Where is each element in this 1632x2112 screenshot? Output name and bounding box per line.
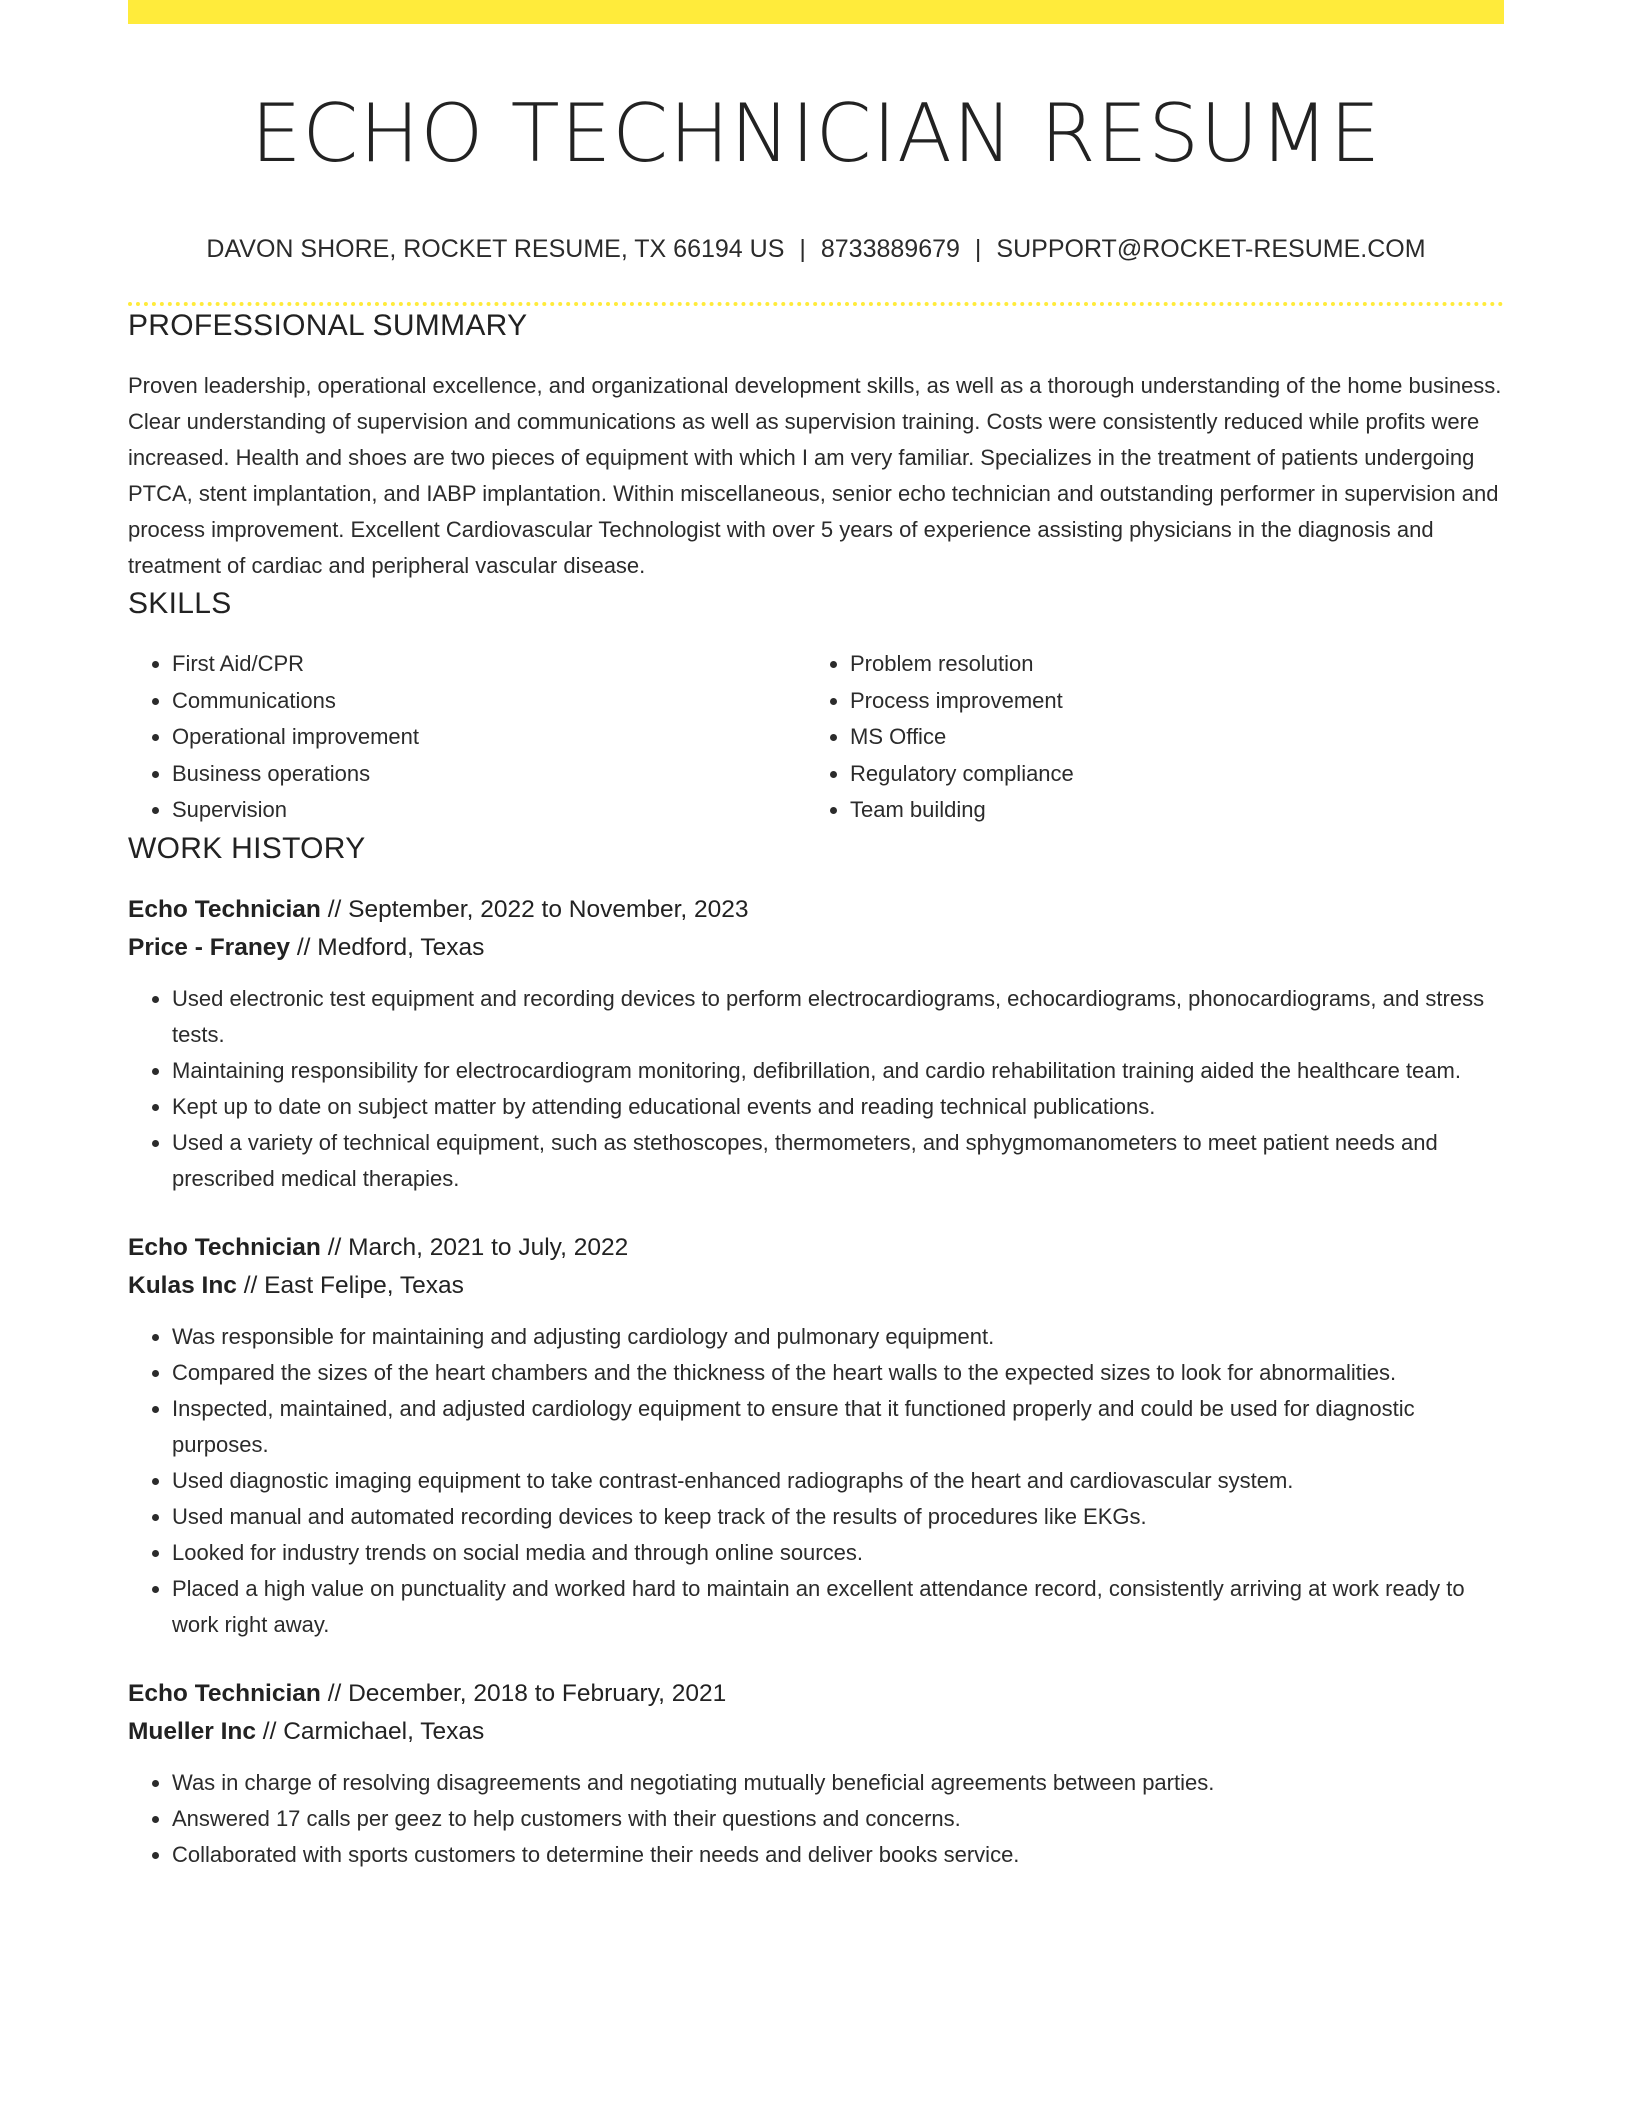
top-accent-bar [128, 0, 1504, 24]
job-bullet: • Compared the sizes of the heart chambers and the thickness of the heart walls to the expected sizes to look for abnormalities. [172, 1355, 1504, 1391]
job-bullet: • Maintaining responsibility for electrocardiogram monitoring, defibrillation, and cardio rehabilitation training aided the healthcare team. [172, 1053, 1504, 1089]
job-company-line [128, 1713, 1504, 1751]
skill-item: • MS Office [850, 719, 1484, 756]
job-dates: // December, 2018 to February, 2021 [327, 1679, 727, 1707]
skill-item: • Business operations [172, 756, 806, 793]
job-bullet: • Used diagnostic imaging equipment to take contrast-enhanced radiographs of the heart and cardiovascular system. [172, 1463, 1504, 1499]
job-bullet: • Answered 17 calls per geez to help customers with their questions and concerns. [172, 1801, 1504, 1837]
job-entry [128, 1229, 1504, 1643]
job-bullet: • Used manual and automated recording devices to keep track of the results of procedures like EKGs. [172, 1499, 1504, 1535]
job-location: // Carmichael, Texas [262, 1717, 485, 1745]
summary-text: Proven leadership, operational excellence, and organizational development skills, as well as a thorough understanding of the home business. Clear understanding of supervision and communications as well as supervision training. Costs were consistently reduced while profits were increased. Health and shoes are two pieces of equipment with which I am very familiar. Specializes in the treatment of patients undergoing PTCA, stent implantation, and IABP implantation. Within miscellaneous, senior echo technician and outstanding performer in supervision and process improvement. Excellent Cardiovascular Technologist with over 5 years of experience assisting physicians in the diagnosis and treatment of cardiac and peripheral vascular disease. [128, 373, 1502, 578]
resume-title: ECHO TECHNICIAN RESUME [250, 87, 1382, 180]
job-dates: // September, 2022 to November, 2023 [327, 895, 749, 923]
job-title: Echo Technician [128, 1233, 321, 1261]
job-bullet: • Looked for industry trends on social media and through online sources. [172, 1535, 1504, 1571]
skill-item: • Process improvement [850, 683, 1484, 720]
skill-item: • Regulatory compliance [850, 756, 1484, 793]
job-company-line [128, 929, 1504, 967]
job-entry [128, 891, 1504, 1197]
job-company-line [128, 1267, 1504, 1305]
skills-list-right [806, 646, 1484, 829]
contact-separator: | [799, 235, 806, 263]
job-company: Mueller Inc [128, 1717, 256, 1745]
job-title: Echo Technician [128, 1679, 321, 1707]
skills-grid [128, 646, 1504, 829]
summary-section [128, 306, 1504, 584]
contact-line [128, 232, 1504, 266]
job-company: Kulas Inc [128, 1271, 237, 1299]
contact-separator: | [974, 235, 982, 263]
job-location: // Medford, Texas [296, 933, 485, 961]
job-entry [128, 1675, 1504, 1873]
job-company: Price - Franey [128, 933, 291, 961]
job-title: Echo Technician [128, 895, 321, 923]
job-header [128, 1229, 1504, 1305]
skill-item: • Operational improvement [172, 719, 806, 756]
job-bullet: • Used electronic test equipment and recording devices to perform electrocardiograms, echocardiograms, phonocardiograms, and stress tests. [172, 981, 1504, 1053]
job-bullet: • Kept up to date on subject matter by attending educational events and reading technical publications. [172, 1089, 1504, 1125]
job-bullets [128, 1765, 1504, 1873]
skills-list-left [128, 646, 806, 829]
job-title-line [128, 1675, 1504, 1713]
skill-item: • Communications [172, 683, 806, 720]
job-bullet: • Used a variety of technical equipment, such as stethoscopes, thermometers, and sphygmomanometers to meet patient needs and prescribed medical therapies. [172, 1125, 1504, 1197]
job-bullets [128, 981, 1504, 1197]
job-bullet: • Inspected, maintained, and adjusted cardiology equipment to ensure that it functioned properly and could be used for diagnostic purposes. [172, 1391, 1504, 1463]
job-bullet: • Was in charge of resolving disagreements and negotiating mutually beneficial agreements between parties. [172, 1765, 1504, 1801]
skill-item: • Team building [850, 792, 1484, 829]
job-bullet: • Collaborated with sports customers to determine their needs and deliver books service. [172, 1837, 1504, 1873]
resume-page [128, 0, 1504, 1873]
skill-item: • First Aid/CPR [172, 646, 806, 683]
job-location: // East Felipe, Texas [243, 1271, 464, 1299]
job-bullet: • Placed a high value on punctuality and worked hard to maintain an excellent attendance record, consistently arriving at work ready to work right away. [172, 1571, 1504, 1643]
skills-heading: SKILLS [128, 587, 232, 620]
job-dates: // March, 2021 to July, 2022 [327, 1233, 629, 1261]
job-bullets [128, 1319, 1504, 1643]
job-title-line [128, 891, 1504, 929]
job-header [128, 891, 1504, 967]
skill-item: • Problem resolution [850, 646, 1484, 683]
job-bullet: • Was responsible for maintaining and adjusting cardiology and pulmonary equipment. [172, 1319, 1504, 1355]
job-header [128, 1675, 1504, 1751]
job-title-line [128, 1229, 1504, 1267]
work-history-heading: WORK HISTORY [128, 831, 366, 865]
skill-item: • Supervision [172, 792, 806, 829]
contact-address: DAVON SHORE, ROCKET RESUME, TX 66194 US [206, 235, 785, 263]
summary-heading: PROFESSIONAL SUMMARY [128, 309, 528, 342]
work-history-section [128, 829, 1504, 1873]
contact-phone: 8733889679 [820, 235, 960, 263]
contact-email: SUPPORT@ROCKET-RESUME.COM [996, 235, 1426, 263]
skills-section [128, 584, 1504, 829]
